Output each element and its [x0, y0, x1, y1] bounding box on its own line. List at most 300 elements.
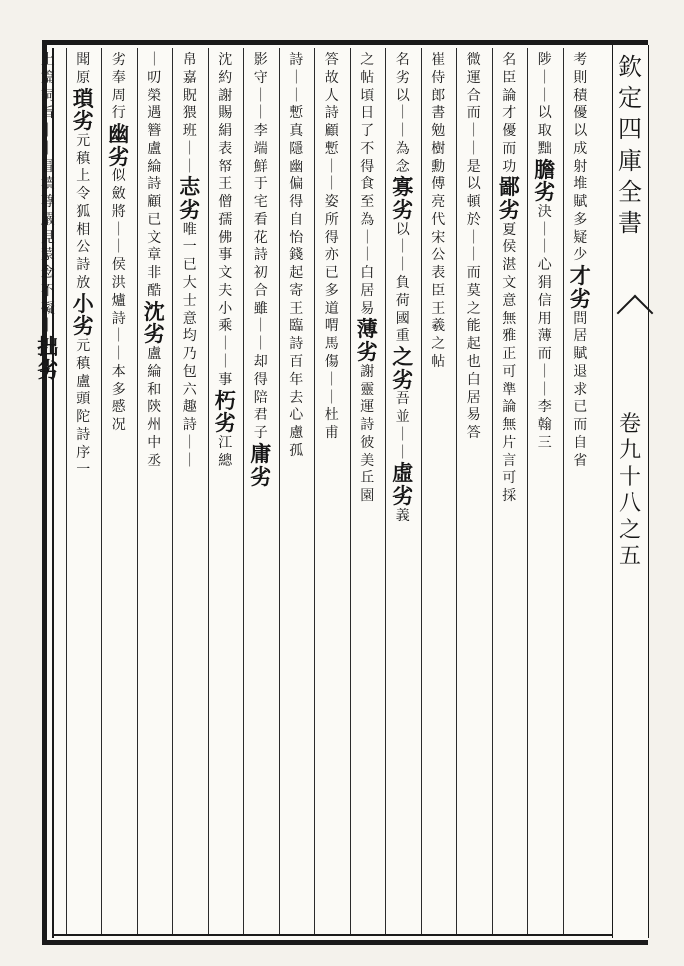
text-char: ｜ [111, 221, 126, 238]
text-char: 白 [360, 265, 375, 282]
text-char: 得 [360, 158, 375, 175]
text-char: 冒 [40, 158, 55, 175]
text-char: 盧 [147, 346, 162, 363]
text-char: ｜ [466, 247, 481, 264]
text-char: 以 [537, 105, 552, 122]
text-char: ｜ [289, 69, 304, 86]
text-char: ｜ [182, 140, 197, 157]
text-char: 奉 [111, 69, 126, 86]
text-char: 端 [253, 140, 268, 157]
text-char: ｜ [111, 346, 126, 363]
text-char: 賜 [218, 105, 233, 122]
text-char: 易 [466, 407, 481, 424]
text-char: ｜ [182, 434, 197, 451]
text-char: 準 [502, 381, 517, 398]
text-char: 趣 [182, 399, 197, 416]
text-char: 樹 [431, 140, 446, 157]
headword-char: 劣 [179, 197, 201, 223]
text-char: ｜ [253, 105, 268, 122]
headword-char: 膽 [534, 156, 556, 182]
text-char: 人 [324, 87, 339, 104]
text-char: 了 [360, 123, 375, 140]
headword-char: 庸 [250, 440, 272, 466]
text-char: ｜ [395, 257, 410, 274]
text-char: 陀 [76, 409, 91, 426]
text-char: 荷 [395, 292, 410, 309]
text-char: ｜ [395, 123, 410, 140]
text-char: 稹 [76, 355, 91, 372]
text-char: 名 [395, 52, 410, 68]
text-char: 傅 [431, 176, 446, 193]
text-char: ｜ [466, 229, 481, 246]
text-char: 以 [466, 176, 481, 193]
text-char: 省 [573, 452, 588, 469]
text-char: 遇 [147, 105, 162, 122]
text-char: 中 [147, 434, 162, 451]
text-char: 是 [466, 158, 481, 175]
text-char: 宋 [431, 229, 446, 246]
text-char: 三 [537, 434, 552, 451]
text-char: ｜ [360, 247, 375, 264]
text-char: 君 [253, 407, 268, 424]
text-column-14 [101, 52, 137, 932]
headword-char: 劣 [498, 197, 520, 223]
text-char: 亮 [431, 194, 446, 211]
text-char: 翰 [537, 417, 552, 434]
volume-label-char: 八 [618, 491, 641, 517]
text-char: ｜ [40, 318, 55, 335]
text-char: 僧 [218, 194, 233, 211]
text-char: ｜ [40, 123, 55, 140]
text-char: 看 [253, 211, 268, 228]
text-char: 尊 [40, 194, 55, 211]
text-char: 幽 [289, 158, 304, 175]
page-margin-header [612, 52, 648, 932]
text-char: 守 [253, 69, 268, 86]
text-char: 書 [431, 105, 446, 122]
volume-label-char: 五 [618, 543, 641, 569]
text-char: 帑 [218, 158, 233, 175]
text-column-3 [492, 52, 528, 932]
text-char: 文 [502, 275, 517, 291]
text-char: ｜ [253, 87, 268, 104]
text-char: 陪 [253, 389, 268, 406]
text-char: ｜ [466, 140, 481, 157]
text-char: 年 [289, 371, 304, 388]
text-char: 彼 [360, 434, 375, 451]
text-char: 功 [502, 158, 517, 175]
text-char: 聞 [76, 52, 91, 68]
text-char: 決 [537, 203, 552, 220]
text-char: 堆 [573, 176, 588, 193]
text-column-13 [137, 52, 173, 932]
text-char: 王 [218, 176, 233, 193]
text-char: 負 [395, 275, 410, 291]
text-char: 賦 [573, 194, 588, 211]
text-char: 簪 [147, 123, 162, 140]
frame-inner-bottom-border [52, 934, 612, 936]
text-char: 和 [147, 381, 162, 398]
headword-char: 瑣 [72, 85, 94, 111]
text-char: 國 [395, 310, 410, 327]
text-char: 士 [182, 292, 197, 309]
text-char: 上 [40, 52, 55, 68]
text-char: 班 [182, 123, 197, 140]
text-char: 六 [182, 381, 197, 398]
text-char: 帖 [360, 69, 375, 86]
text-char: 薄 [537, 328, 552, 345]
headword-char: 劣 [72, 108, 94, 134]
text-char: 以 [395, 87, 410, 104]
text-char: 而 [466, 265, 481, 282]
text-char: ｜ [111, 328, 126, 345]
headword-char: 朽 [214, 387, 236, 413]
text-column-6 [385, 52, 421, 932]
text-char: 表 [431, 265, 446, 282]
text-char: 並 [395, 409, 410, 426]
column-rule [563, 48, 564, 934]
text-char: 無 [502, 310, 517, 327]
text-char: 故 [324, 69, 339, 86]
text-char: 可 [502, 470, 517, 487]
text-char: ｜ [395, 105, 410, 122]
text-char: 相 [76, 221, 91, 238]
text-char: ｜ [218, 336, 233, 353]
text-char: 總 [218, 452, 233, 469]
text-char: 義 [395, 507, 410, 524]
column-rule [456, 48, 457, 934]
text-char: 於 [466, 211, 481, 228]
headword-char: 薄 [356, 316, 378, 342]
text-char: 射 [573, 158, 588, 175]
text-char: ｜ [395, 444, 410, 461]
text-char: 雖 [253, 300, 268, 317]
text-char: 疑 [573, 229, 588, 246]
column-rule [350, 48, 351, 934]
text-char: 綸 [147, 158, 162, 175]
text-char: 考 [573, 52, 588, 68]
text-char: ｜ [253, 318, 268, 335]
column-rule [279, 48, 280, 934]
text-char: 小 [218, 300, 233, 317]
text-char: 詩 [253, 247, 268, 264]
text-char: 馬 [324, 336, 339, 353]
text-char: 唯 [182, 221, 197, 238]
text-char: 得 [324, 229, 339, 246]
headword-char: 劣 [37, 356, 59, 382]
text-char: 詩 [289, 52, 304, 68]
text-char: 詩 [360, 417, 375, 434]
text-char: 所 [324, 211, 339, 228]
column-rule [208, 48, 209, 934]
text-char: 言 [502, 452, 517, 469]
text-char: 而 [537, 346, 552, 363]
text-char: 榮 [147, 87, 162, 104]
frame-bottom-border [42, 940, 648, 945]
text-char: 章 [147, 247, 162, 264]
text-char: 之 [431, 336, 446, 353]
text-char: 易 [360, 300, 375, 317]
text-char: 行 [111, 105, 126, 122]
text-char: 可 [502, 363, 517, 380]
text-char: 嚴 [40, 211, 55, 228]
text-char: 元 [76, 132, 91, 149]
text-char: 陟 [537, 52, 552, 68]
text-char: 正 [502, 346, 517, 363]
text-char: 詩 [111, 310, 126, 327]
headword-char: 虛 [392, 460, 414, 486]
text-char: 詩 [76, 426, 91, 443]
headword-char: 劣 [392, 366, 414, 392]
column-rule [172, 48, 173, 934]
text-char: 約 [218, 69, 233, 86]
text-char: 王 [431, 300, 446, 317]
text-char: 片 [502, 434, 517, 451]
text-char: 劣 [111, 52, 126, 68]
text-char: 均 [182, 328, 197, 345]
text-char: 採 [502, 488, 517, 505]
text-char: ｜ [40, 140, 55, 157]
text-char: 能 [466, 318, 481, 335]
column-rule [527, 48, 528, 934]
text-char: 吾 [395, 391, 410, 408]
text-char: 得 [253, 371, 268, 388]
text-char: 喟 [324, 318, 339, 335]
text-char: 求 [573, 381, 588, 398]
text-char: 之 [466, 300, 481, 317]
text-char: 日 [360, 105, 375, 122]
text-char: 乃 [182, 346, 197, 363]
text-char: 無 [502, 417, 517, 434]
text-char: 沈 [218, 52, 233, 68]
text-char: 孺 [218, 211, 233, 228]
text-char: 道 [324, 300, 339, 317]
text-char: 不 [360, 140, 375, 157]
text-char: 合 [466, 87, 481, 104]
text-char: 而 [502, 140, 517, 157]
volume-label-char: 九 [618, 438, 641, 464]
text-char: 將 [111, 203, 126, 220]
text-char: 已 [182, 257, 197, 274]
text-column-10 [243, 52, 279, 932]
text-char: 湛 [502, 257, 517, 274]
text-char: 積 [573, 87, 588, 104]
text-char: 至 [360, 194, 375, 211]
text-char: 狐 [76, 203, 91, 220]
text-char: 答 [324, 52, 339, 68]
text-char: 心 [537, 257, 552, 274]
text-char: 慙 [289, 105, 304, 122]
text-char: 成 [573, 140, 588, 157]
text-char: 鮮 [253, 158, 268, 175]
text-char: 大 [182, 275, 197, 291]
headword-char: 劣 [143, 321, 165, 347]
text-column-4 [456, 52, 492, 932]
text-char: 臣 [502, 69, 517, 86]
text-char: 退 [573, 363, 588, 380]
column-rule [492, 48, 493, 934]
text-char: 一 [76, 462, 91, 479]
text-char: 頭 [76, 391, 91, 408]
text-char: 詩 [324, 105, 339, 122]
text-char: 園 [360, 488, 375, 505]
text-char: 詩 [289, 336, 304, 353]
headword-char: 沈 [143, 298, 165, 324]
text-char: 重 [395, 328, 410, 345]
text-char: 臨 [289, 318, 304, 335]
text-char: ｜ [182, 452, 197, 469]
text-char: 信 [537, 292, 552, 309]
text-char: ｜ [111, 239, 126, 256]
text-char: ｜ [537, 239, 552, 256]
text-char: 起 [289, 265, 304, 282]
text-char: 詩 [76, 257, 91, 274]
text-char: 謝 [360, 363, 375, 380]
text-char: 酷 [147, 282, 162, 299]
column-rule [101, 48, 102, 934]
text-char: 叨 [147, 69, 162, 86]
text-char: 杜 [324, 407, 339, 424]
text-char: 問 [573, 310, 588, 327]
book-title-char: 欽 [618, 53, 642, 81]
text-char: ｜ [360, 229, 375, 246]
text-column-2 [527, 52, 563, 932]
text-char: 用 [537, 310, 552, 327]
headword-char: 小 [72, 290, 94, 316]
text-char: 以 [395, 221, 410, 238]
headword-char: 才 [569, 263, 591, 289]
text-char: 居 [466, 389, 481, 406]
text-char: 答 [466, 425, 481, 442]
text-char: 公 [431, 247, 446, 264]
text-char: 事 [218, 371, 233, 388]
text-char: 隱 [289, 140, 304, 157]
text-char: 得 [289, 194, 304, 211]
text-column-8 [314, 52, 350, 932]
text-char: 寄 [289, 282, 304, 299]
text-char: 令 [76, 186, 91, 203]
text-char: 勉 [431, 123, 446, 140]
text-char: 事 [218, 247, 233, 264]
text-char: 取 [537, 123, 552, 140]
text-char: 王 [289, 300, 304, 317]
text-char: 夏 [502, 221, 517, 238]
text-char: 代 [431, 211, 446, 228]
text-char: 食 [360, 176, 375, 193]
book-title-char: 書 [618, 208, 642, 237]
text-char: 却 [253, 354, 268, 371]
text-char: ｜ [395, 426, 410, 443]
text-char: ｜ [324, 176, 339, 193]
text-char: 盧 [76, 373, 91, 390]
text-char: 宅 [253, 194, 268, 211]
text-char: ｜ [218, 354, 233, 371]
text-char: 包 [182, 363, 197, 380]
headword-char: 劣 [250, 463, 272, 489]
headword-char: 鄙 [498, 174, 520, 200]
text-char: ｜ [324, 158, 339, 175]
text-char: 丞 [147, 452, 162, 469]
text-char: ｜ [537, 381, 552, 398]
text-char: ｜ [324, 389, 339, 406]
text-char: 居 [360, 282, 375, 299]
text-char: 而 [573, 417, 588, 434]
text-char: ｜ [324, 371, 339, 388]
text-char: 合 [253, 282, 268, 299]
text-char: ｜ [182, 158, 197, 175]
text-char: 見 [40, 229, 55, 246]
text-char: 子 [253, 425, 268, 442]
headword-char: 劣 [534, 179, 556, 205]
text-char: 慮 [289, 425, 304, 442]
volume-label [612, 412, 648, 570]
text-char: 之 [360, 52, 375, 68]
headword-char: 劣 [214, 410, 236, 436]
text-char: 本 [111, 363, 126, 380]
text-column-7 [350, 52, 386, 932]
book-title-char: 四 [618, 115, 642, 144]
text-char: 文 [218, 265, 233, 282]
text-char: 侯 [502, 239, 517, 256]
text-char: 微 [466, 52, 481, 68]
volume-label-char: 卷 [618, 412, 641, 437]
book-title-char: 庫 [618, 146, 642, 175]
text-char: 影 [253, 52, 268, 68]
text-char: 百 [289, 354, 304, 371]
text-char: 夫 [218, 282, 233, 299]
text-char: 臣 [431, 282, 446, 299]
text-char: 頓 [466, 194, 481, 211]
text-char: 優 [573, 105, 588, 122]
text-char: 自 [573, 434, 588, 451]
text-char: ｜ [147, 52, 162, 68]
headword-char: 劣 [108, 143, 130, 169]
text-char: 狷 [537, 275, 552, 291]
text-column-9 [279, 52, 315, 932]
book-title [612, 52, 648, 239]
text-char: 羲 [431, 318, 446, 335]
text-char: 姿 [324, 194, 339, 211]
text-char: 已 [147, 211, 162, 228]
text-char: 爐 [111, 292, 126, 309]
headword-char: 幽 [108, 121, 130, 147]
text-char: 已 [324, 265, 339, 282]
text-char: 丘 [360, 470, 375, 487]
text-char: 上 [76, 168, 91, 185]
text-char: ｜ [253, 336, 268, 353]
text-char: 放 [76, 275, 91, 291]
text-char: 為 [395, 140, 410, 157]
text-char: 初 [253, 265, 268, 282]
text-char: 謝 [218, 87, 233, 104]
text-char: 白 [466, 371, 481, 388]
text-column-16 [30, 52, 66, 932]
text-char: 周 [111, 87, 126, 104]
text-char: 傷 [324, 354, 339, 371]
text-char: 綸 [147, 363, 162, 380]
text-char: 以 [573, 123, 588, 140]
volume-label-char: 之 [618, 517, 641, 543]
text-char: 貺 [182, 87, 197, 104]
text-char: 美 [360, 452, 375, 469]
text-char: 念 [395, 158, 410, 175]
headword-char: 拙 [37, 334, 59, 360]
text-char: 雅 [502, 328, 517, 345]
text-char: 崔 [431, 52, 446, 68]
text-char: 文 [147, 229, 162, 246]
text-column-1 [563, 52, 599, 932]
text-char: 原 [76, 69, 91, 86]
